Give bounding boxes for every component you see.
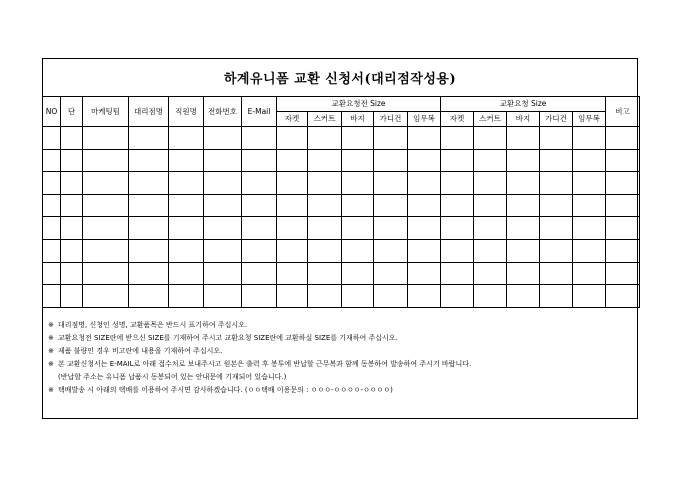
table-cell[interactable] (204, 285, 242, 308)
table-cell[interactable] (540, 149, 573, 172)
note-line (48, 319, 638, 332)
table-cell[interactable] (43, 194, 61, 217)
table-cell[interactable] (507, 217, 540, 240)
table-cell[interactable] (169, 127, 204, 150)
table-cell[interactable] (408, 239, 441, 262)
note-bullet: ※ (48, 347, 54, 355)
table-cell[interactable] (374, 172, 408, 195)
table-cell[interactable] (169, 149, 204, 172)
table-cell[interactable] (129, 127, 169, 150)
header-request-jacket: 자켓 (441, 112, 474, 127)
table-cell[interactable] (606, 285, 640, 308)
note-line (48, 384, 638, 397)
table-cell[interactable] (540, 127, 573, 150)
table-cell[interactable] (342, 194, 374, 217)
table-cell[interactable] (408, 194, 441, 217)
table-cell[interactable] (129, 285, 169, 308)
header-no: NO (43, 97, 61, 127)
table-cell[interactable] (61, 194, 83, 217)
header-request-skirt: 스커트 (474, 112, 507, 127)
table-cell[interactable] (540, 217, 573, 240)
table-cell[interactable] (507, 149, 540, 172)
table-cell[interactable] (408, 285, 441, 308)
note-text: 제품 불량인 경우 비고란에 내용을 기재하여 주십시오. (58, 347, 223, 355)
table-cell[interactable] (277, 194, 308, 217)
table-cell[interactable] (606, 217, 640, 240)
header-before-pants: 바지 (342, 112, 374, 127)
table-cell[interactable] (308, 217, 342, 240)
table-cell[interactable] (441, 239, 474, 262)
table-cell[interactable] (573, 262, 606, 285)
table-cell[interactable] (308, 239, 342, 262)
table-cell[interactable] (308, 262, 342, 285)
table-cell[interactable] (342, 172, 374, 195)
table-cell[interactable] (204, 172, 242, 195)
header-before-cardigan: 가디건 (374, 112, 408, 127)
table-cell[interactable] (83, 262, 129, 285)
table-cell[interactable] (308, 127, 342, 150)
notes (48, 319, 638, 397)
table-cell[interactable] (474, 217, 507, 240)
table-cell[interactable] (342, 217, 374, 240)
table-body (43, 127, 640, 308)
table-cell[interactable] (540, 285, 573, 308)
table-cell[interactable] (408, 172, 441, 195)
table-cell[interactable] (129, 217, 169, 240)
table-cell[interactable] (408, 149, 441, 172)
header-agency-name: 대리점명 (129, 97, 169, 127)
header-request-size-group: 교환요청 Size (441, 97, 606, 112)
table-cell[interactable] (242, 172, 277, 195)
table-cell[interactable] (169, 262, 204, 285)
table-cell[interactable] (507, 172, 540, 195)
table-cell[interactable] (308, 285, 342, 308)
table-cell[interactable] (308, 149, 342, 172)
table-cell[interactable] (129, 172, 169, 195)
form-title: 하계유니폼 교환 신청서(대리점작성용) (223, 72, 457, 87)
table-cell[interactable] (169, 239, 204, 262)
table-cell[interactable] (129, 194, 169, 217)
table-row (43, 127, 640, 150)
table-cell[interactable] (61, 239, 83, 262)
table-cell[interactable] (277, 172, 308, 195)
table-cell[interactable] (573, 149, 606, 172)
table-cell[interactable] (308, 172, 342, 195)
note-text: 대리점명, 신청인 성명, 교환품목은 반드시 표기하여 주십시오. (58, 321, 248, 329)
table-cell[interactable] (83, 194, 129, 217)
table-cell[interactable] (408, 127, 441, 150)
table-cell[interactable] (83, 217, 129, 240)
table-cell[interactable] (374, 262, 408, 285)
table-cell[interactable] (474, 285, 507, 308)
table-cell[interactable] (374, 285, 408, 308)
table-cell[interactable] (540, 262, 573, 285)
table-cell[interactable] (474, 194, 507, 217)
table-cell[interactable] (342, 285, 374, 308)
table-cell[interactable] (61, 127, 83, 150)
table-cell[interactable] (43, 262, 61, 285)
table-cell[interactable] (540, 239, 573, 262)
header-dan: 단 (61, 97, 83, 127)
table-row (43, 194, 640, 217)
table-cell[interactable] (204, 217, 242, 240)
table-cell[interactable] (277, 127, 308, 150)
table-cell[interactable] (573, 217, 606, 240)
header-remarks: 비고 (606, 97, 640, 127)
table-cell[interactable] (342, 262, 374, 285)
table-cell[interactable] (374, 149, 408, 172)
note-line (48, 358, 638, 371)
table-cell[interactable] (374, 239, 408, 262)
header-marketing-team: 마케팅팀 (83, 97, 129, 127)
table-cell[interactable] (61, 149, 83, 172)
exchange-form (42, 58, 638, 419)
table-cell[interactable] (129, 149, 169, 172)
table-cell[interactable] (408, 262, 441, 285)
table-cell[interactable] (83, 127, 129, 150)
table-cell[interactable] (43, 217, 61, 240)
note-line (48, 332, 638, 345)
table-cell[interactable] (606, 127, 640, 150)
note-line (48, 371, 638, 384)
header-before-duty-uniform: 임무복 (408, 112, 441, 127)
table-cell[interactable] (169, 172, 204, 195)
note-line (48, 345, 638, 358)
table-cell[interactable] (129, 239, 169, 262)
note-bullet: ※ (48, 321, 54, 329)
table-cell[interactable] (242, 239, 277, 262)
table-cell[interactable] (342, 149, 374, 172)
table-cell[interactable] (441, 149, 474, 172)
table-cell[interactable] (474, 172, 507, 195)
table-cell[interactable] (43, 127, 61, 150)
table-cell[interactable] (83, 172, 129, 195)
table-cell[interactable] (242, 285, 277, 308)
table-row (43, 285, 640, 308)
table-cell[interactable] (43, 285, 61, 308)
table-cell[interactable] (242, 217, 277, 240)
table-cell[interactable] (540, 172, 573, 195)
table-row (43, 217, 640, 240)
table-row (43, 262, 640, 285)
table-cell[interactable] (204, 239, 242, 262)
table-cell[interactable] (507, 194, 540, 217)
table-cell[interactable] (277, 149, 308, 172)
table-cell[interactable] (606, 194, 640, 217)
table-cell[interactable] (204, 149, 242, 172)
table-cell[interactable] (408, 217, 441, 240)
table-cell[interactable] (342, 239, 374, 262)
table-cell[interactable] (61, 172, 83, 195)
table-cell[interactable] (374, 217, 408, 240)
table-cell[interactable] (61, 285, 83, 308)
table-cell[interactable] (441, 127, 474, 150)
table-cell[interactable] (204, 127, 242, 150)
note-text: 본 교환신청서는 E-MAIL로 아래 접수처로 보내주시고 원본은 출력 후 봉투에 반납할 근무복과 함께 동봉하여 발송하여 주시기 바랍니다. (58, 360, 472, 368)
table-cell[interactable] (43, 239, 61, 262)
header-staff-name: 직원명 (169, 97, 204, 127)
note-text: 택배발송 시 아래의 택배를 이용하여 주시면 감사하겠습니다. (ㅇㅇ택배 이용문의 : ㅇㅇㅇ-ㅇㅇㅇㅇ-ㅇㅇㅇㅇ) (58, 386, 393, 394)
table-cell[interactable] (474, 127, 507, 150)
table-cell[interactable] (606, 172, 640, 195)
table-cell[interactable] (277, 285, 308, 308)
table-cell[interactable] (441, 172, 474, 195)
table-cell[interactable] (277, 217, 308, 240)
table-cell[interactable] (374, 194, 408, 217)
table-cell[interactable] (374, 127, 408, 150)
note-bullet: ※ (48, 334, 54, 342)
table-cell[interactable] (83, 239, 129, 262)
table-cell[interactable] (242, 194, 277, 217)
table-cell[interactable] (573, 127, 606, 150)
header-request-pants: 바지 (507, 112, 540, 127)
header-before-size-group: 교환요청전 Size (277, 97, 441, 112)
table-cell[interactable] (169, 285, 204, 308)
table-row (43, 149, 640, 172)
table-cell[interactable] (573, 194, 606, 217)
table-cell[interactable] (441, 217, 474, 240)
table-cell[interactable] (606, 262, 640, 285)
table-cell[interactable] (169, 194, 204, 217)
table-cell[interactable] (43, 172, 61, 195)
table-cell[interactable] (342, 127, 374, 150)
table-cell[interactable] (242, 127, 277, 150)
header-request-cardigan: 가디건 (540, 112, 573, 127)
table-cell[interactable] (204, 194, 242, 217)
table-cell[interactable] (169, 217, 204, 240)
table-cell[interactable] (474, 262, 507, 285)
table-cell[interactable] (204, 262, 242, 285)
table-cell[interactable] (308, 194, 342, 217)
table-cell[interactable] (507, 285, 540, 308)
table-cell[interactable] (441, 194, 474, 217)
header-email: E-Mail (242, 97, 277, 127)
note-bullet: ※ (48, 360, 54, 368)
table-cell[interactable] (507, 239, 540, 262)
table-cell[interactable] (61, 262, 83, 285)
table-cell[interactable] (507, 127, 540, 150)
table-cell[interactable] (277, 239, 308, 262)
table-cell[interactable] (43, 149, 61, 172)
header-before-skirt: 스커트 (308, 112, 342, 127)
table-cell[interactable] (277, 262, 308, 285)
note-text: (반납할 주소는 유니폼 납품시 동봉되어 있는 안내문에 기재되어 있습니다.) (58, 373, 287, 381)
header-phone: 전화번호 (204, 97, 242, 127)
table-cell[interactable] (573, 172, 606, 195)
table-cell[interactable] (129, 262, 169, 285)
table-cell[interactable] (474, 149, 507, 172)
table-cell[interactable] (474, 239, 507, 262)
note-bullet: ※ (48, 386, 54, 394)
table-cell[interactable] (441, 285, 474, 308)
header-before-jacket: 자켓 (277, 112, 308, 127)
table-cell[interactable] (573, 285, 606, 308)
table-row (43, 172, 640, 195)
table-cell[interactable] (441, 262, 474, 285)
table-cell[interactable] (573, 239, 606, 262)
exchange-table (42, 96, 640, 308)
note-text: 교환요청전 SIZE란에 받으신 SIZE를 기재하여 주시고 교환요청 SIZE란에 교환하실 SIZE를 기재하여 주십시오. (58, 334, 398, 342)
table-cell[interactable] (242, 149, 277, 172)
table-cell[interactable] (61, 217, 83, 240)
table-cell[interactable] (242, 262, 277, 285)
table-cell[interactable] (83, 285, 129, 308)
table-row (43, 239, 640, 262)
table-cell[interactable] (83, 149, 129, 172)
table-cell[interactable] (540, 194, 573, 217)
table-cell[interactable] (606, 239, 640, 262)
header-request-duty-uniform: 임무복 (573, 112, 606, 127)
table-cell[interactable] (507, 262, 540, 285)
table-cell[interactable] (606, 149, 640, 172)
